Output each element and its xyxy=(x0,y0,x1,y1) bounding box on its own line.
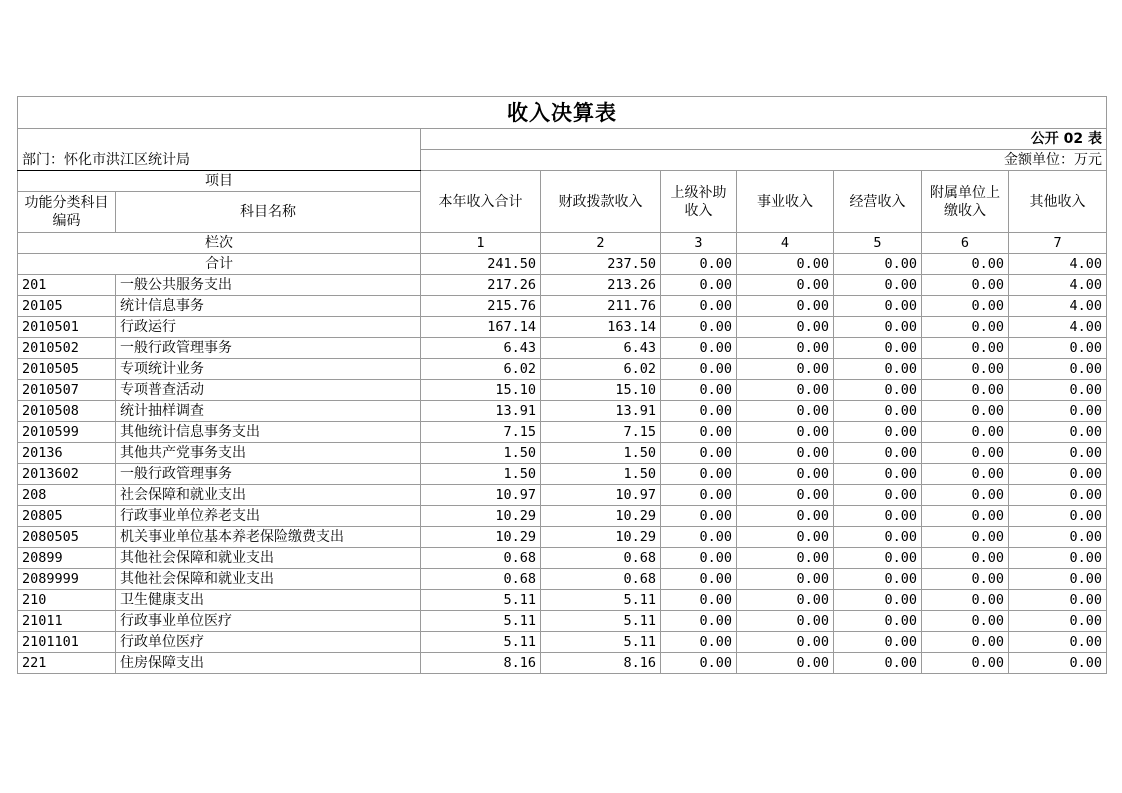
table-row xyxy=(18,611,1107,632)
subject-name-cell: 一般行政管理事务 xyxy=(116,464,421,485)
header-operating: 经营收入 xyxy=(834,171,922,233)
amount-cell: 0.68 xyxy=(421,548,541,569)
amount-cell: 0.00 xyxy=(834,590,922,611)
amount-cell: 5.11 xyxy=(541,611,661,632)
table-row xyxy=(18,422,1107,443)
amount-cell: 0.00 xyxy=(834,275,922,296)
amount-cell: 8.16 xyxy=(421,653,541,674)
amount-cell: 215.76 xyxy=(421,296,541,317)
amount-cell: 163.14 xyxy=(541,317,661,338)
amount-cell: 5.11 xyxy=(541,632,661,653)
amount-cell: 10.29 xyxy=(541,527,661,548)
page-title: 收入决算表 xyxy=(18,97,1107,129)
amount-cell: 0.00 xyxy=(834,338,922,359)
amount-cell: 0.00 xyxy=(1009,464,1107,485)
amount-cell: 7.15 xyxy=(421,422,541,443)
amount-cell: 5.11 xyxy=(421,611,541,632)
amount-cell: 0.00 xyxy=(737,611,834,632)
amount-cell: 0.00 xyxy=(1009,401,1107,422)
table-row xyxy=(18,317,1107,338)
total-value: 241.50 xyxy=(421,254,541,275)
amount-cell: 5.11 xyxy=(421,590,541,611)
amount-cell: 0.00 xyxy=(737,275,834,296)
func-code-cell: 2013602 xyxy=(18,464,116,485)
table-row xyxy=(18,527,1107,548)
amount-cell: 4.00 xyxy=(1009,296,1107,317)
amount-cell: 0.00 xyxy=(922,632,1009,653)
header-business: 事业收入 xyxy=(737,171,834,233)
amount-cell: 0.00 xyxy=(661,548,737,569)
amount-cell: 0.00 xyxy=(737,485,834,506)
subject-name-cell: 行政事业单位养老支出 xyxy=(116,506,421,527)
amount-cell: 0.00 xyxy=(661,632,737,653)
amount-cell: 0.00 xyxy=(737,401,834,422)
amount-cell: 0.00 xyxy=(922,527,1009,548)
subject-name-cell: 其他社会保障和就业支出 xyxy=(116,569,421,590)
table-row xyxy=(18,275,1107,296)
amount-cell: 0.00 xyxy=(661,485,737,506)
table-row xyxy=(18,338,1107,359)
table-row xyxy=(18,653,1107,674)
table-row xyxy=(18,632,1107,653)
amount-cell: 1.50 xyxy=(541,443,661,464)
amount-cell: 0.00 xyxy=(737,632,834,653)
total-value: 0.00 xyxy=(737,254,834,275)
amount-cell: 6.02 xyxy=(541,359,661,380)
amount-cell: 0.00 xyxy=(922,485,1009,506)
amount-cell: 0.00 xyxy=(737,506,834,527)
total-value: 0.00 xyxy=(661,254,737,275)
subject-name-cell: 行政运行 xyxy=(116,317,421,338)
amount-cell: 0.00 xyxy=(922,380,1009,401)
amount-cell: 0.00 xyxy=(661,380,737,401)
amount-cell: 13.91 xyxy=(421,401,541,422)
subject-name-cell: 其他共产党事务支出 xyxy=(116,443,421,464)
amount-cell: 0.68 xyxy=(541,548,661,569)
amount-cell: 0.00 xyxy=(1009,611,1107,632)
func-code-cell: 20805 xyxy=(18,506,116,527)
table-code: 公开 02 表 xyxy=(421,129,1107,150)
func-code-cell: 21011 xyxy=(18,611,116,632)
func-code-cell: 210 xyxy=(18,590,116,611)
amount-cell: 0.00 xyxy=(834,359,922,380)
table-row xyxy=(18,506,1107,527)
header-other: 其他收入 xyxy=(1009,171,1107,233)
func-code-cell: 20105 xyxy=(18,296,116,317)
amount-cell: 217.26 xyxy=(421,275,541,296)
table-row xyxy=(18,569,1107,590)
amount-cell: 0.00 xyxy=(737,569,834,590)
column-number: 4 xyxy=(737,233,834,254)
amount-cell: 0.00 xyxy=(834,443,922,464)
amount-cell: 0.00 xyxy=(737,590,834,611)
func-code-cell: 2010508 xyxy=(18,401,116,422)
amount-cell: 13.91 xyxy=(541,401,661,422)
table-row xyxy=(18,443,1107,464)
subject-name-cell: 卫生健康支出 xyxy=(116,590,421,611)
amount-cell: 0.00 xyxy=(922,506,1009,527)
column-number: 6 xyxy=(922,233,1009,254)
amount-cell: 0.00 xyxy=(1009,380,1107,401)
amount-cell: 211.76 xyxy=(541,296,661,317)
amount-cell: 8.16 xyxy=(541,653,661,674)
amount-cell: 0.00 xyxy=(834,548,922,569)
amount-cell: 0.00 xyxy=(922,275,1009,296)
amount-cell: 0.00 xyxy=(922,548,1009,569)
amount-cell: 10.97 xyxy=(541,485,661,506)
func-code-cell: 2010505 xyxy=(18,359,116,380)
subject-name-cell: 机关事业单位基本养老保险缴费支出 xyxy=(116,527,421,548)
column-number: 5 xyxy=(834,233,922,254)
func-code-cell: 20899 xyxy=(18,548,116,569)
table-row xyxy=(18,296,1107,317)
amount-cell: 0.68 xyxy=(421,569,541,590)
amount-cell: 0.00 xyxy=(1009,422,1107,443)
amount-cell: 0.00 xyxy=(737,422,834,443)
amount-cell: 6.43 xyxy=(541,338,661,359)
amount-cell: 0.00 xyxy=(661,527,737,548)
total-value: 237.50 xyxy=(541,254,661,275)
amount-cell: 1.50 xyxy=(541,464,661,485)
amount-cell: 0.00 xyxy=(1009,359,1107,380)
amount-cell: 0.00 xyxy=(922,401,1009,422)
func-code-cell: 2010599 xyxy=(18,422,116,443)
subject-name-cell: 一般行政管理事务 xyxy=(116,338,421,359)
total-label: 合计 xyxy=(18,254,421,275)
amount-cell: 0.00 xyxy=(922,338,1009,359)
amount-cell: 5.11 xyxy=(541,590,661,611)
amount-cell: 15.10 xyxy=(541,380,661,401)
amount-cell: 4.00 xyxy=(1009,317,1107,338)
column-number: 3 xyxy=(661,233,737,254)
subject-name-cell: 行政事业单位医疗 xyxy=(116,611,421,632)
amount-cell: 0.00 xyxy=(737,548,834,569)
table-row xyxy=(18,359,1107,380)
amount-cell: 0.00 xyxy=(1009,527,1107,548)
amount-cell: 1.50 xyxy=(421,443,541,464)
income-statement-sheet xyxy=(17,96,1106,674)
amount-cell: 0.00 xyxy=(922,464,1009,485)
func-code-cell: 2089999 xyxy=(18,569,116,590)
amount-cell: 0.68 xyxy=(541,569,661,590)
amount-cell: 0.00 xyxy=(661,464,737,485)
amount-cell: 0.00 xyxy=(661,317,737,338)
table-row xyxy=(18,401,1107,422)
amount-cell: 0.00 xyxy=(661,338,737,359)
header-fiscal: 财政拨款收入 xyxy=(541,171,661,233)
amount-cell: 10.29 xyxy=(421,527,541,548)
column-label: 栏次 xyxy=(18,233,421,254)
amount-cell: 6.02 xyxy=(421,359,541,380)
table-row xyxy=(18,485,1107,506)
subject-name-cell: 一般公共服务支出 xyxy=(116,275,421,296)
amount-cell: 0.00 xyxy=(922,590,1009,611)
func-code-cell: 2080505 xyxy=(18,527,116,548)
amount-cell: 0.00 xyxy=(737,338,834,359)
amount-cell: 0.00 xyxy=(661,443,737,464)
header-total-income: 本年收入合计 xyxy=(421,171,541,233)
amount-cell: 0.00 xyxy=(661,506,737,527)
amount-cell: 0.00 xyxy=(834,401,922,422)
subject-name-cell: 社会保障和就业支出 xyxy=(116,485,421,506)
amount-cell: 167.14 xyxy=(421,317,541,338)
amount-cell: 5.11 xyxy=(421,632,541,653)
header-subject-name: 科目名称 xyxy=(116,192,421,233)
amount-cell: 0.00 xyxy=(661,569,737,590)
amount-cell: 0.00 xyxy=(661,653,737,674)
column-number-row xyxy=(18,233,1107,254)
func-code-cell: 2010507 xyxy=(18,380,116,401)
subject-name-cell: 其他社会保障和就业支出 xyxy=(116,548,421,569)
amount-cell: 0.00 xyxy=(1009,485,1107,506)
table-row xyxy=(18,590,1107,611)
subject-name-cell: 行政单位医疗 xyxy=(116,632,421,653)
amount-cell: 0.00 xyxy=(922,296,1009,317)
amount-cell: 0.00 xyxy=(661,275,737,296)
amount-cell: 10.29 xyxy=(541,506,661,527)
func-code-cell: 221 xyxy=(18,653,116,674)
table-row xyxy=(18,464,1107,485)
amount-cell: 0.00 xyxy=(661,590,737,611)
amount-cell: 0.00 xyxy=(737,464,834,485)
header-item: 项目 xyxy=(18,171,421,192)
table-row xyxy=(18,380,1107,401)
amount-cell: 0.00 xyxy=(737,359,834,380)
amount-cell: 7.15 xyxy=(541,422,661,443)
amount-cell: 0.00 xyxy=(834,422,922,443)
amount-cell: 0.00 xyxy=(922,611,1009,632)
amount-cell: 0.00 xyxy=(834,569,922,590)
header-func-code: 功能分类科目编码 xyxy=(18,192,116,233)
table-row xyxy=(18,548,1107,569)
amount-cell: 0.00 xyxy=(661,359,737,380)
func-code-cell: 208 xyxy=(18,485,116,506)
column-number: 7 xyxy=(1009,233,1107,254)
amount-cell: 0.00 xyxy=(922,422,1009,443)
subject-name-cell: 住房保障支出 xyxy=(116,653,421,674)
amount-cell: 15.10 xyxy=(421,380,541,401)
amount-cell: 0.00 xyxy=(834,653,922,674)
amount-cell: 0.00 xyxy=(737,296,834,317)
amount-cell: 0.00 xyxy=(737,443,834,464)
subject-name-cell: 其他统计信息事务支出 xyxy=(116,422,421,443)
amount-cell: 0.00 xyxy=(834,464,922,485)
amount-cell: 0.00 xyxy=(834,296,922,317)
amount-cell: 0.00 xyxy=(834,632,922,653)
amount-cell: 10.97 xyxy=(421,485,541,506)
total-value: 0.00 xyxy=(834,254,922,275)
amount-cell: 213.26 xyxy=(541,275,661,296)
amount-cell: 0.00 xyxy=(737,653,834,674)
amount-cell: 0.00 xyxy=(1009,443,1107,464)
column-number: 1 xyxy=(421,233,541,254)
amount-cell: 0.00 xyxy=(661,296,737,317)
amount-cell: 0.00 xyxy=(922,317,1009,338)
amount-cell: 0.00 xyxy=(737,317,834,338)
amount-cell: 0.00 xyxy=(1009,653,1107,674)
amount-cell: 0.00 xyxy=(834,485,922,506)
amount-cell: 0.00 xyxy=(1009,338,1107,359)
amount-cell: 0.00 xyxy=(834,317,922,338)
total-value: 4.00 xyxy=(1009,254,1107,275)
subject-name-cell: 专项统计业务 xyxy=(116,359,421,380)
amount-cell: 0.00 xyxy=(922,569,1009,590)
subject-name-cell: 统计抽样调查 xyxy=(116,401,421,422)
amount-cell: 10.29 xyxy=(421,506,541,527)
department-label: 部门：怀化市洪江区统计局 xyxy=(18,150,421,171)
amount-cell: 0.00 xyxy=(922,359,1009,380)
func-code-cell: 20136 xyxy=(18,443,116,464)
amount-cell: 1.50 xyxy=(421,464,541,485)
unit-label: 金额单位：万元 xyxy=(421,150,1107,171)
amount-cell: 0.00 xyxy=(661,611,737,632)
func-code-cell: 2010501 xyxy=(18,317,116,338)
amount-cell: 6.43 xyxy=(421,338,541,359)
amount-cell: 0.00 xyxy=(834,380,922,401)
amount-cell: 0.00 xyxy=(661,401,737,422)
amount-cell: 4.00 xyxy=(1009,275,1107,296)
amount-cell: 0.00 xyxy=(737,527,834,548)
func-code-cell: 2010502 xyxy=(18,338,116,359)
amount-cell: 0.00 xyxy=(1009,632,1107,653)
amount-cell: 0.00 xyxy=(834,611,922,632)
column-number: 2 xyxy=(541,233,661,254)
header-affiliated: 附属单位上缴收入 xyxy=(922,171,1009,233)
amount-cell: 0.00 xyxy=(1009,590,1107,611)
func-code-cell: 2101101 xyxy=(18,632,116,653)
subject-name-cell: 统计信息事务 xyxy=(116,296,421,317)
amount-cell: 0.00 xyxy=(922,653,1009,674)
amount-cell: 0.00 xyxy=(834,527,922,548)
header-superior: 上级补助收入 xyxy=(661,171,737,233)
subject-name-cell: 专项普查活动 xyxy=(116,380,421,401)
amount-cell: 0.00 xyxy=(1009,506,1107,527)
amount-cell: 0.00 xyxy=(922,443,1009,464)
func-code-cell: 201 xyxy=(18,275,116,296)
amount-cell: 0.00 xyxy=(1009,548,1107,569)
amount-cell: 0.00 xyxy=(661,422,737,443)
income-table xyxy=(17,96,1107,674)
amount-cell: 0.00 xyxy=(1009,569,1107,590)
total-row xyxy=(18,254,1107,275)
total-value: 0.00 xyxy=(922,254,1009,275)
amount-cell: 0.00 xyxy=(834,506,922,527)
amount-cell: 0.00 xyxy=(737,380,834,401)
